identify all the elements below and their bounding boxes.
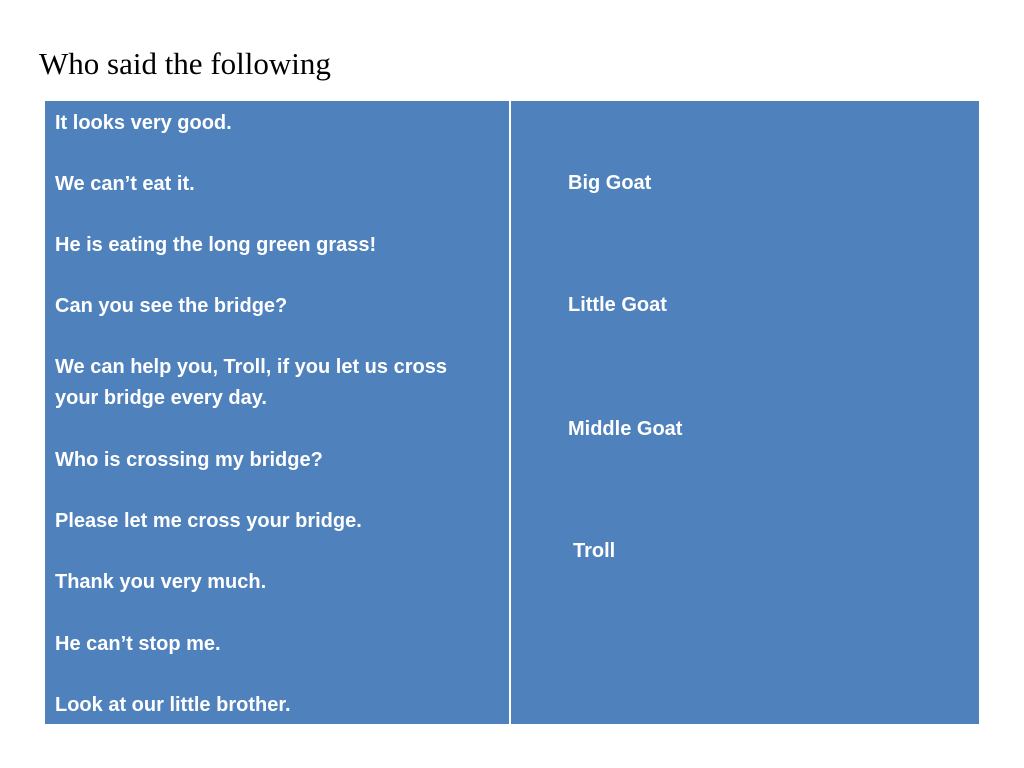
slide-title: Who said the following bbox=[39, 46, 331, 81]
speaker-little-goat: Little Goat bbox=[568, 294, 667, 316]
quote-item: We can’t eat it. bbox=[55, 173, 195, 195]
quotes-column bbox=[45, 101, 511, 724]
matching-table bbox=[45, 101, 979, 724]
quote-item: Who is crossing my bridge? bbox=[55, 449, 323, 471]
quote-item-continuation: your bridge every day. bbox=[55, 387, 267, 409]
quote-item: Please let me cross your bridge. bbox=[55, 510, 362, 532]
quote-item: We can help you, Troll, if you let us cross bbox=[55, 356, 447, 378]
quote-item: It looks very good. bbox=[55, 112, 232, 134]
quote-item: He is eating the long green grass! bbox=[55, 234, 377, 256]
quote-item: Thank you very much. bbox=[55, 571, 267, 593]
speaker-big-goat: Big Goat bbox=[568, 172, 652, 194]
speaker-troll: Troll bbox=[573, 540, 616, 562]
speaker-middle-goat: Middle Goat bbox=[568, 418, 683, 440]
speakers-column bbox=[511, 101, 979, 724]
quote-item: Look at our little brother. bbox=[55, 694, 291, 716]
quote-item: Can you see the bridge? bbox=[55, 295, 288, 317]
quote-item: He can’t stop me. bbox=[55, 633, 221, 655]
